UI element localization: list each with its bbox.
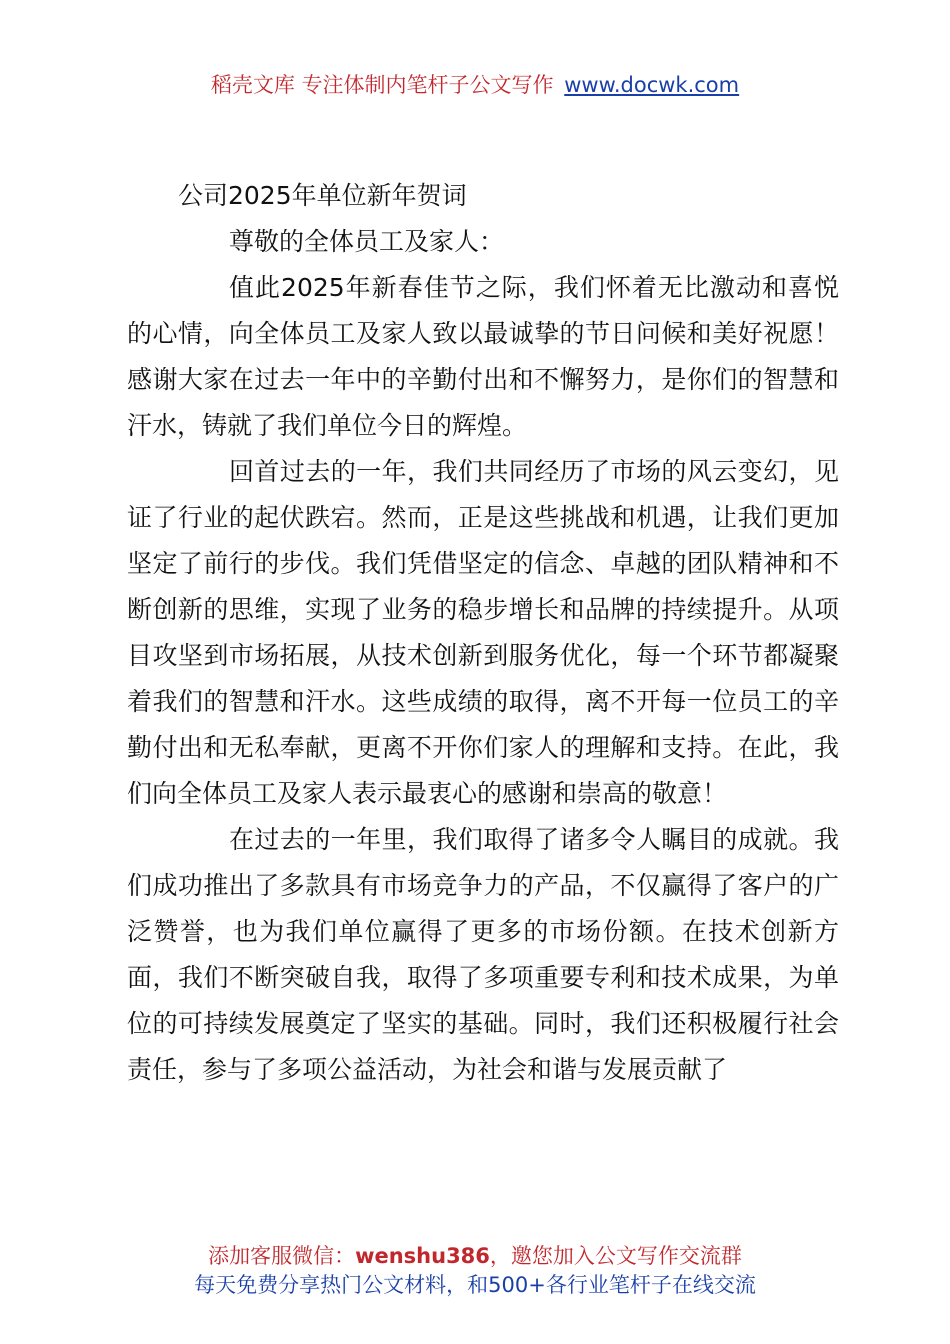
footer-contact [0, 1242, 950, 1270]
page-header [0, 70, 950, 100]
document-salutation: 尊敬的全体员工及家人： [229, 227, 505, 256]
site-name: 稻壳文库 [210, 73, 295, 97]
document-title: 公司2025年单位新年贺词 [178, 181, 467, 210]
footer-contact-suffix: ，邀您加入公文写作交流群 [489, 1244, 742, 1268]
document-body [127, 173, 839, 1093]
paragraph-3: 在过去的一年里，我们取得了诸多令人瞩目的成就。我们成功推出了多款具有市场竞争力的产品，不仅赢得了客户的广泛赞誉，也为我们单位赢得了更多的市场份额。在技术创新方面，我们不断突破自我，取得了多项重要专利和技术成果，为单位的可持续发展奠定了坚实的基础。同时，我们还积极履行社会责任，参与了多项公益活动，为社会和谐与发展贡献了 [127, 825, 839, 1084]
paragraph-2: 回首过去的一年，我们共同经历了市场的风云变幻，见证了行业的起伏跌宕。然而，正是这些挑战和机遇，让我们更加坚定了前行的步伐。我们凭借坚定的信念、卓越的团队精神和不断创新的思维，实现了业务的稳步增长和品牌的持续提升。从项目攻坚到市场拓展，从技术创新到服务优化，每一个环节都凝聚着我们的智慧和汗水。这些成绩的取得，离不开每一位员工的辛勤付出和无私奉献，更离不开你们家人的理解和支持。在此，我们向全体员工及家人表示最衷心的感谢和崇高的敬意！ [127, 457, 839, 808]
paragraph-1: 值此2025年新春佳节之际，我们怀着无比激动和喜悦的心情，向全体员工及家人致以最诚挚的节日问候和美好祝愿！感谢大家在过去一年中的辛勤付出和不懈努力，是你们的智慧和汗水，铸就了我们单位今日的辉煌。 [127, 273, 839, 440]
site-slogan: 专注体制内笔杆子公文写作 [301, 73, 554, 97]
wechat-id: wenshu386 [355, 1244, 490, 1268]
footer-contact-prefix: 添加客服微信： [208, 1244, 356, 1268]
site-url-link[interactable]: www.docwk.com [564, 73, 740, 97]
footer-promo: 每天免费分享热门公文材料，和500+各行业笔杆子在线交流 [194, 1273, 756, 1297]
